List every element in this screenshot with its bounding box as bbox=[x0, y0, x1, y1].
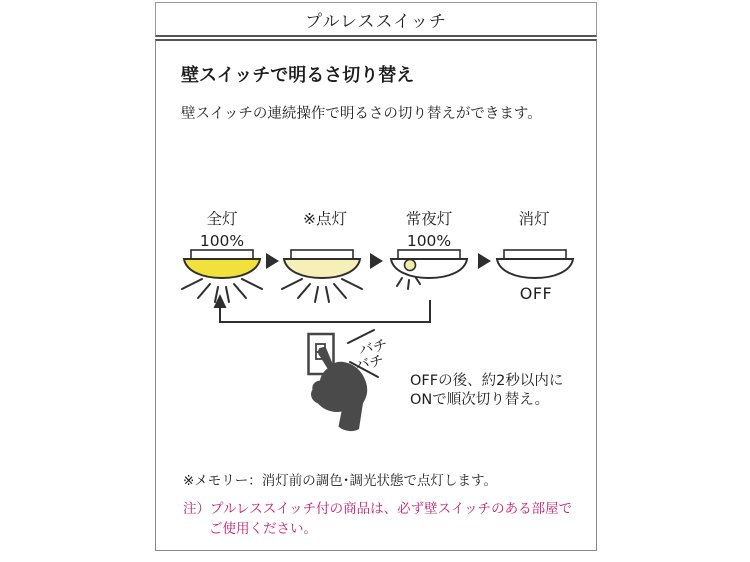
memory-footnote: ※メモリー：消灯前の調色･調光状態で点灯します。 bbox=[183, 473, 497, 489]
state-label-lit: ※点灯 bbox=[303, 210, 347, 228]
state-label-full: 全灯 bbox=[206, 210, 238, 228]
warning-note-line2: ご使用ください。 bbox=[209, 521, 317, 537]
sound-text-1: バチ bbox=[357, 337, 390, 359]
timing-note-line1: OFFの後、約2秒以内に bbox=[410, 373, 564, 389]
lamp-lit-icon bbox=[282, 250, 362, 302]
state-label-nightlight: 常夜灯 bbox=[405, 210, 453, 228]
arrow-right-icon bbox=[478, 253, 491, 269]
section-heading: 壁スイッチで明るさ切り替え bbox=[181, 65, 415, 86]
arrow-right-icon bbox=[370, 253, 383, 269]
sound-text-2: バチ bbox=[353, 353, 386, 374]
lamp-off-icon bbox=[497, 250, 573, 278]
state-sublabel-nightlight: 100% bbox=[406, 232, 452, 250]
arrow-right-icon bbox=[266, 253, 279, 269]
off-text: OFF bbox=[519, 284, 553, 303]
state-label-off: 消灯 bbox=[518, 210, 550, 228]
warning-note-line1: 注）プルレススイッチ付の商品は、必ず壁スイッチのある部屋で bbox=[183, 501, 573, 517]
lamp-full-icon bbox=[182, 250, 262, 302]
timing-note-line2: ONで順次切り替え。 bbox=[410, 392, 550, 408]
lamp-nightlight-icon bbox=[391, 250, 467, 289]
night-light-dot bbox=[405, 260, 416, 271]
state-sublabel-full: 100% bbox=[199, 232, 245, 250]
page-title: プルレススイッチ bbox=[305, 11, 447, 32]
section-description: 壁スイッチの連続操作で明るさの切り替えができます。 bbox=[181, 106, 542, 122]
